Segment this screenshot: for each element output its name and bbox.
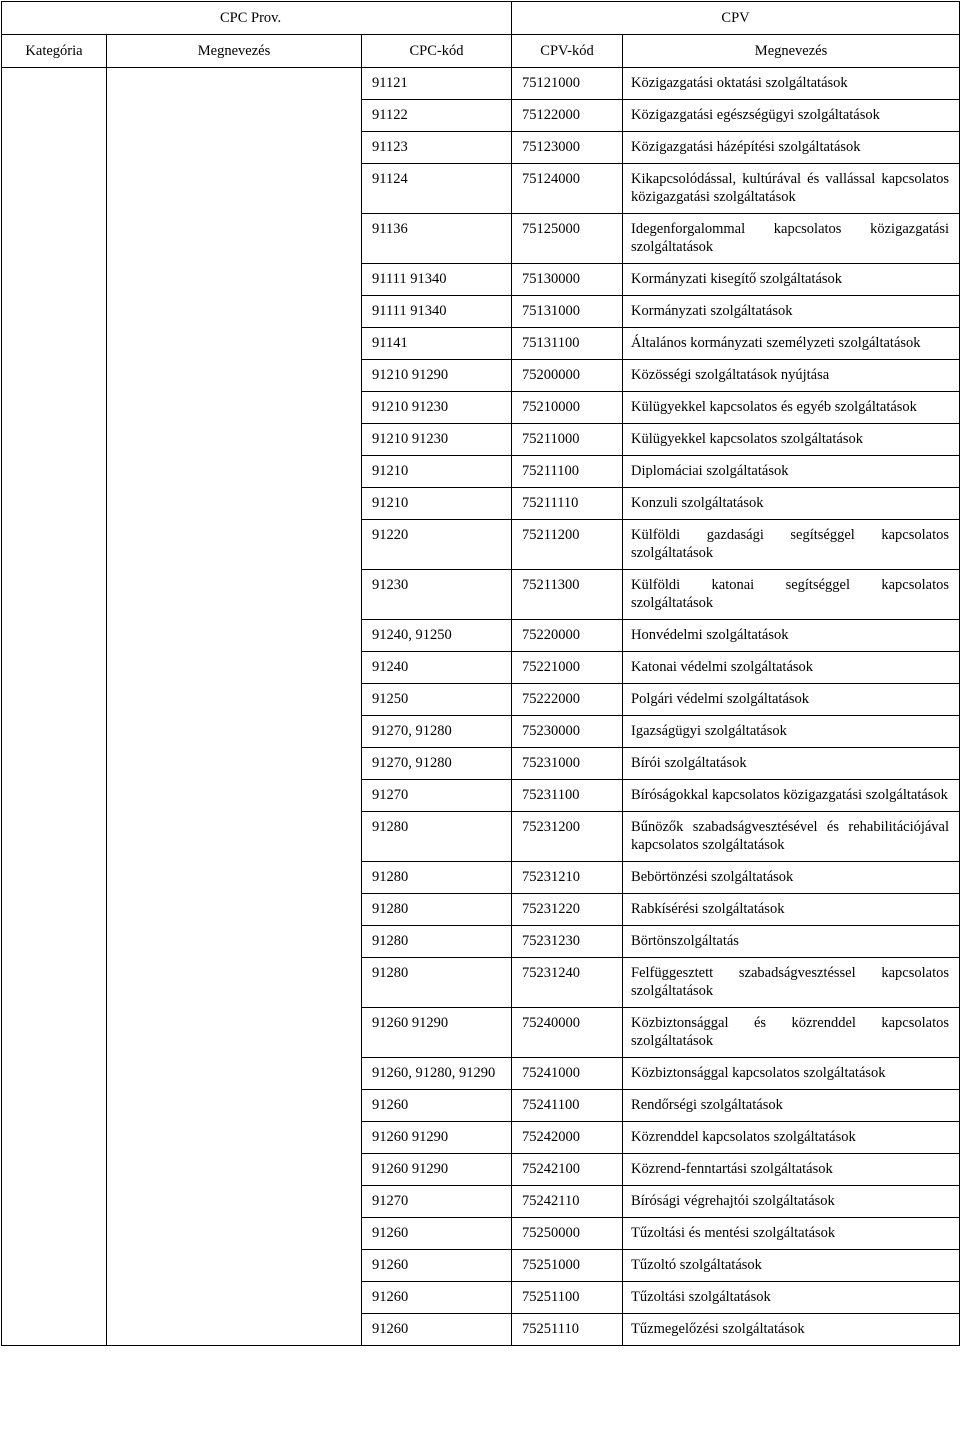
cpv-code-cell: 75121000 bbox=[512, 68, 623, 100]
cpv-code-cell: 75131100 bbox=[512, 328, 623, 360]
cpc-code-cell: 91220 bbox=[362, 520, 512, 570]
cpv-name-cell: Közösségi szolgáltatások nyújtása bbox=[623, 360, 960, 392]
cpv-code-cell: 75231000 bbox=[512, 748, 623, 780]
cpv-name-cell: Külügyekkel kapcsolatos szolgáltatások bbox=[623, 424, 960, 456]
cpc-code-cell: 91280 bbox=[362, 926, 512, 958]
cpc-code-cell: 91260 91290 bbox=[362, 1154, 512, 1186]
cpv-code-cell: 75122000 bbox=[512, 100, 623, 132]
cpv-name-cell: Tűzoltási és mentési szolgáltatások bbox=[623, 1218, 960, 1250]
cpv-code-cell: 75250000 bbox=[512, 1218, 623, 1250]
cpc-code-cell: 91280 bbox=[362, 812, 512, 862]
cpv-code-cell: 75125000 bbox=[512, 214, 623, 264]
header-cpc-kod: CPC-kód bbox=[362, 35, 512, 68]
cpv-name-cell: Diplomáciai szolgáltatások bbox=[623, 456, 960, 488]
cpv-name-cell: Külföldi gazdasági segítséggel kapcsolatos szolgáltatások bbox=[623, 520, 960, 570]
cpv-name-cell: Kormányzati kisegítő szolgáltatások bbox=[623, 264, 960, 296]
cpc-code-cell: 91210 91230 bbox=[362, 424, 512, 456]
cpv-name-cell: Külföldi katonai segítséggel kapcsolatos szolgáltatások bbox=[623, 570, 960, 620]
cpc-code-cell: 91270 bbox=[362, 780, 512, 812]
kategoria-cell bbox=[2, 68, 107, 1346]
cpv-name-cell: Polgári védelmi szolgáltatások bbox=[623, 684, 960, 716]
cpc-code-cell: 91210 bbox=[362, 456, 512, 488]
cpc-cpv-table bbox=[1, 1, 960, 1346]
cpv-name-cell: Bebörtönzési szolgáltatások bbox=[623, 862, 960, 894]
cpv-name-cell: Közrenddel kapcsolatos szolgáltatások bbox=[623, 1122, 960, 1154]
cpc-code-cell: 91230 bbox=[362, 570, 512, 620]
cpv-code-cell: 75131000 bbox=[512, 296, 623, 328]
cpc-code-cell: 91270, 91280 bbox=[362, 716, 512, 748]
cpv-name-cell: Általános kormányzati személyzeti szolgáltatások bbox=[623, 328, 960, 360]
cpv-code-cell: 75211100 bbox=[512, 456, 623, 488]
cpc-code-cell: 91260 bbox=[362, 1250, 512, 1282]
cpc-code-cell: 91260 bbox=[362, 1282, 512, 1314]
cpv-name-cell: Közigazgatási egészségügyi szolgáltatások bbox=[623, 100, 960, 132]
cpc-code-cell: 91121 bbox=[362, 68, 512, 100]
cpc-code-cell: 91122 bbox=[362, 100, 512, 132]
cpv-code-cell: 75242110 bbox=[512, 1186, 623, 1218]
cpv-code-cell: 75124000 bbox=[512, 164, 623, 214]
cpc-code-cell: 91260, 91280, 91290 bbox=[362, 1058, 512, 1090]
cpv-code-cell: 75211000 bbox=[512, 424, 623, 456]
header-row-columns bbox=[2, 35, 960, 68]
cpv-name-cell: Közigazgatási oktatási szolgáltatások bbox=[623, 68, 960, 100]
header-cpc-prov: CPC Prov. bbox=[2, 2, 512, 35]
cpc-code-cell: 91111 91340 bbox=[362, 264, 512, 296]
cpc-code-cell: 91280 bbox=[362, 894, 512, 926]
cpv-name-cell: Kikapcsolódással, kultúrával és vallással kapcsolatos közigazgatási szolgáltatások bbox=[623, 164, 960, 214]
cpc-code-cell: 91210 bbox=[362, 488, 512, 520]
cpv-name-cell: Bűnözők szabadságvesztésével és rehabilitációjával kapcsolatos szolgáltatások bbox=[623, 812, 960, 862]
cpv-code-cell: 75123000 bbox=[512, 132, 623, 164]
cpc-code-cell: 91111 91340 bbox=[362, 296, 512, 328]
cpv-code-cell: 75220000 bbox=[512, 620, 623, 652]
cpv-code-cell: 75231200 bbox=[512, 812, 623, 862]
cpc-code-cell: 91210 91290 bbox=[362, 360, 512, 392]
cpv-name-cell: Közigazgatási házépítési szolgáltatások bbox=[623, 132, 960, 164]
cpv-code-cell: 75231230 bbox=[512, 926, 623, 958]
cpv-code-cell: 75231220 bbox=[512, 894, 623, 926]
cpv-code-cell: 75241000 bbox=[512, 1058, 623, 1090]
header-kategoria: Kategória bbox=[2, 35, 107, 68]
cpv-name-cell: Külügyekkel kapcsolatos és egyéb szolgáltatások bbox=[623, 392, 960, 424]
cpv-code-cell: 75231240 bbox=[512, 958, 623, 1008]
cpv-code-cell: 75200000 bbox=[512, 360, 623, 392]
cpv-code-cell: 75251100 bbox=[512, 1282, 623, 1314]
cpv-code-cell: 75221000 bbox=[512, 652, 623, 684]
cpc-code-cell: 91240, 91250 bbox=[362, 620, 512, 652]
cpc-code-cell: 91260 bbox=[362, 1218, 512, 1250]
cpv-name-cell: Közbiztonsággal kapcsolatos szolgáltatások bbox=[623, 1058, 960, 1090]
cpv-name-cell: Közbiztonsággal és közrenddel kapcsolatos szolgáltatások bbox=[623, 1008, 960, 1058]
header-megnevezes-cpv: Megnevezés bbox=[623, 35, 960, 68]
cpv-code-cell: 75130000 bbox=[512, 264, 623, 296]
cpv-code-cell: 75222000 bbox=[512, 684, 623, 716]
cpc-code-cell: 91141 bbox=[362, 328, 512, 360]
cpv-code-cell: 75211200 bbox=[512, 520, 623, 570]
cpc-code-cell: 91280 bbox=[362, 862, 512, 894]
cpv-code-cell: 75211110 bbox=[512, 488, 623, 520]
header-megnevezes-cpc: Megnevezés bbox=[107, 35, 362, 68]
cpv-code-cell: 75242100 bbox=[512, 1154, 623, 1186]
cpv-code-cell: 75241100 bbox=[512, 1090, 623, 1122]
cpv-code-cell: 75211300 bbox=[512, 570, 623, 620]
cpc-code-cell: 91260 bbox=[362, 1090, 512, 1122]
cpv-name-cell: Idegenforgalommal kapcsolatos közigazgatási szolgáltatások bbox=[623, 214, 960, 264]
cpv-code-cell: 75251000 bbox=[512, 1250, 623, 1282]
cpv-name-cell: Katonai védelmi szolgáltatások bbox=[623, 652, 960, 684]
cpv-name-cell: Bíróságokkal kapcsolatos közigazgatási szolgáltatások bbox=[623, 780, 960, 812]
cpv-name-cell: Rendőrségi szolgáltatások bbox=[623, 1090, 960, 1122]
cpv-code-cell: 75230000 bbox=[512, 716, 623, 748]
cpv-name-cell: Tűzmegelőzési szolgáltatások bbox=[623, 1314, 960, 1346]
cpv-code-cell: 75240000 bbox=[512, 1008, 623, 1058]
cpv-name-cell: Igazságügyi szolgáltatások bbox=[623, 716, 960, 748]
cpc-code-cell: 91240 bbox=[362, 652, 512, 684]
cpv-name-cell: Közrend-fenntartási szolgáltatások bbox=[623, 1154, 960, 1186]
cpv-code-cell: 75242000 bbox=[512, 1122, 623, 1154]
cpv-name-cell: Tűzoltó szolgáltatások bbox=[623, 1250, 960, 1282]
header-cpv: CPV bbox=[512, 2, 960, 35]
cpv-code-cell: 75231100 bbox=[512, 780, 623, 812]
cpc-code-cell: 91280 bbox=[362, 958, 512, 1008]
table-body bbox=[2, 68, 960, 1346]
cpc-code-cell: 91123 bbox=[362, 132, 512, 164]
header-row-groups bbox=[2, 2, 960, 35]
cpv-name-cell: Konzuli szolgáltatások bbox=[623, 488, 960, 520]
cpc-code-cell: 91250 bbox=[362, 684, 512, 716]
cpv-name-cell: Tűzoltási szolgáltatások bbox=[623, 1282, 960, 1314]
cpc-code-cell: 91260 bbox=[362, 1314, 512, 1346]
header-cpv-kod: CPV-kód bbox=[512, 35, 623, 68]
cpv-name-cell: Honvédelmi szolgáltatások bbox=[623, 620, 960, 652]
cpc-code-cell: 91136 bbox=[362, 214, 512, 264]
cpc-code-cell: 91270 bbox=[362, 1186, 512, 1218]
cpv-name-cell: Rabkísérési szolgáltatások bbox=[623, 894, 960, 926]
cpc-code-cell: 91124 bbox=[362, 164, 512, 214]
cpc-megnevezes-cell bbox=[107, 68, 362, 1346]
cpv-code-cell: 75251110 bbox=[512, 1314, 623, 1346]
cpv-name-cell: Kormányzati szolgáltatások bbox=[623, 296, 960, 328]
table-row bbox=[2, 68, 960, 100]
cpv-name-cell: Bírói szolgáltatások bbox=[623, 748, 960, 780]
cpc-code-cell: 91260 91290 bbox=[362, 1122, 512, 1154]
cpv-code-cell: 75231210 bbox=[512, 862, 623, 894]
cpc-code-cell: 91210 91230 bbox=[362, 392, 512, 424]
cpv-name-cell: Bírósági végrehajtói szolgáltatások bbox=[623, 1186, 960, 1218]
cpc-code-cell: 91270, 91280 bbox=[362, 748, 512, 780]
cpv-name-cell: Felfüggesztett szabadságvesztéssel kapcsolatos szolgáltatások bbox=[623, 958, 960, 1008]
cpc-code-cell: 91260 91290 bbox=[362, 1008, 512, 1058]
cpv-name-cell: Börtönszolgáltatás bbox=[623, 926, 960, 958]
cpv-code-cell: 75210000 bbox=[512, 392, 623, 424]
